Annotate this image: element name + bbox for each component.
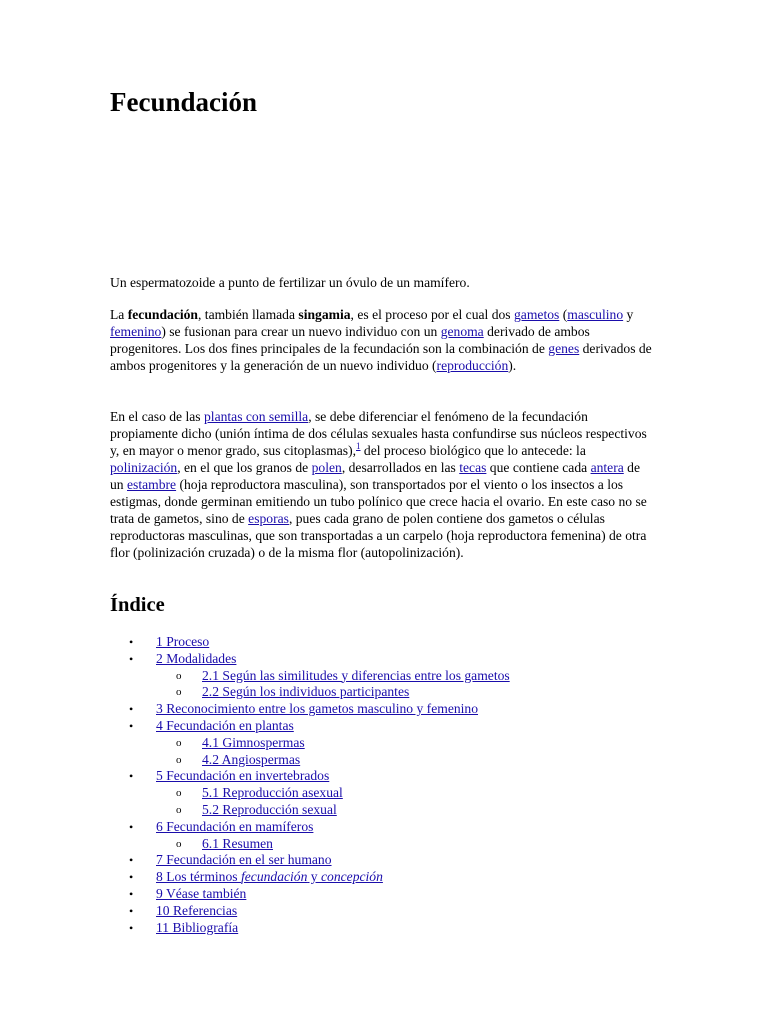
text-run: La: [110, 307, 128, 322]
toc-subitem: [110, 752, 510, 769]
italic-term: fecundación: [240, 869, 308, 885]
intro-paragraph: [110, 306, 655, 374]
link-masculino[interactable]: masculino: [567, 307, 624, 322]
toc-link-gimnospermas[interactable]: 4.1 Gimnospermas: [202, 734, 305, 750]
text-run: (hoja reproductora masculina), son transportados por el viento o los insectos a los estigmas, donde germinan emitiendo un tubo polínico que crece hacia el ovario. En este caso no se trata de gametos, sino de: [110, 477, 647, 526]
text-run: ) se fusionan para crear un nuevo individuo con un: [161, 324, 441, 339]
toc-heading: Índice: [110, 594, 165, 616]
link-estambre[interactable]: estambre: [127, 477, 177, 492]
text-run: 8 Los términos: [156, 869, 241, 885]
link-antera[interactable]: antera: [590, 460, 624, 475]
text-run: del proceso biológico que lo antecede: la: [360, 443, 586, 458]
toc-subitem: [110, 836, 510, 853]
link-gametos[interactable]: gametos: [514, 307, 560, 322]
link-plantas-con-semilla[interactable]: plantas con semilla: [204, 409, 309, 424]
toc-item: [110, 634, 510, 651]
toc-link-terminos[interactable]: [156, 869, 383, 884]
toc-item: [110, 869, 510, 886]
circle-bullet-icon: o: [176, 753, 182, 766]
toc-link-invertebrados[interactable]: 5 Fecundación en invertebrados: [156, 768, 330, 784]
toc-link-individuos[interactable]: 2.2 Según los individuos participantes: [202, 684, 410, 700]
text-run: , desarrollados en las: [341, 460, 460, 475]
link-reproduccion[interactable]: reproducción: [436, 358, 509, 373]
bullet-icon: •: [129, 870, 134, 885]
text-run: , es el proceso por el cual dos: [350, 307, 514, 322]
text-run: que contiene cada: [486, 460, 591, 475]
bullet-icon: •: [129, 702, 134, 717]
text-run: En el caso de las: [110, 409, 204, 424]
link-genes[interactable]: genes: [548, 341, 580, 356]
toc-subitem: [110, 684, 510, 701]
toc-item: [110, 852, 510, 869]
text-run: ).: [508, 358, 517, 373]
toc-link-plantas[interactable]: 4 Fecundación en plantas: [156, 717, 294, 733]
toc-item: [110, 886, 510, 903]
italic-term: concepción: [321, 869, 383, 885]
bullet-icon: •: [129, 886, 134, 901]
circle-bullet-icon: o: [176, 803, 182, 816]
toc-item: [110, 903, 510, 920]
toc-link-ser-humano[interactable]: 7 Fecundación en el ser humano: [156, 852, 332, 868]
text-run: y: [623, 307, 634, 322]
link-polinizacion[interactable]: polinización: [110, 460, 178, 475]
toc-link-vease-tambien[interactable]: 9 Véase también: [156, 885, 247, 901]
toc-link-modalidades[interactable]: 2 Modalidades: [156, 650, 237, 666]
reference-link-1[interactable]: 1: [356, 441, 361, 451]
text-run: (: [559, 307, 568, 322]
toc-subitem: [110, 735, 510, 752]
toc-item: [110, 651, 510, 668]
circle-bullet-icon: o: [176, 669, 182, 682]
text-run: , también llamada: [198, 307, 299, 322]
bullet-icon: •: [129, 920, 134, 935]
toc-link-resumen[interactable]: 6.1 Resumen: [202, 835, 273, 851]
circle-bullet-icon: o: [176, 787, 182, 800]
bullet-icon: •: [129, 651, 134, 666]
toc-link-reproduccion-asexual[interactable]: 5.1 Reproducción asexual: [202, 785, 343, 801]
text-run: derivados de ambos progenitores y la generación de un nuevo individuo (: [110, 341, 652, 373]
bullet-icon: •: [129, 819, 134, 834]
toc-link-reconocimiento[interactable]: 3 Reconocimiento entre los gametos masculino y femenino: [156, 701, 479, 717]
toc-link-angiospermas[interactable]: 4.2 Angiospermas: [202, 751, 301, 767]
toc-item: [110, 920, 510, 937]
toc-item: [110, 701, 510, 718]
toc-link-referencias[interactable]: 10 Referencias: [156, 902, 238, 918]
link-esporas[interactable]: esporas: [248, 511, 289, 526]
link-femenino[interactable]: femenino: [110, 324, 162, 339]
plants-paragraph: [110, 408, 655, 561]
toc-subitem: [110, 802, 510, 819]
text-run: de un: [110, 460, 640, 492]
toc-link-similitudes[interactable]: 2.1 Según las similitudes y diferencias entre los gametos: [202, 667, 510, 683]
circle-bullet-icon: o: [176, 837, 182, 850]
text-run: , se debe diferenciar el fenómeno de la fecundación propiamente dicho (unión íntima de dos células sexuales hasta confundirse sus núcleos respectivos y, en mayor o menor grado, sus citoplasmas),: [110, 409, 647, 458]
bullet-icon: •: [129, 769, 134, 784]
circle-bullet-icon: o: [176, 736, 182, 749]
text-run: derivado de ambos progenitores. Los dos fines principales de la fecundación son la combinación de: [110, 324, 590, 356]
table-of-contents: [110, 634, 510, 936]
text-run: y: [307, 869, 321, 885]
bullet-icon: •: [129, 853, 134, 868]
circle-bullet-icon: o: [176, 686, 182, 699]
image-caption: Un espermatozoide a punto de fertilizar un óvulo de un mamífero.: [110, 275, 470, 290]
link-polen[interactable]: polen: [311, 460, 342, 475]
link-tecas[interactable]: tecas: [459, 460, 487, 475]
toc-link-bibliografia[interactable]: 11 Bibliografía: [156, 919, 239, 935]
toc-subitem: [110, 668, 510, 685]
toc-item: [110, 718, 510, 735]
toc-link-reproduccion-sexual[interactable]: 5.2 Reproducción sexual: [202, 801, 337, 817]
bold-term-fecundacion: fecundación: [127, 307, 198, 322]
link-genoma[interactable]: genoma: [440, 324, 484, 339]
toc-item: [110, 819, 510, 836]
bold-term-singamia: singamia: [298, 307, 351, 322]
toc-link-proceso[interactable]: 1 Proceso: [156, 634, 210, 649]
toc-item: [110, 768, 510, 785]
text-run: , pues cada grano de polen contiene dos gametos o células reproductoras masculinas, que son transportadas a un carpelo (hoja reproductora femenina) de otra flor (polinización cruzada) o de la misma flor (autopolinización).: [110, 511, 647, 560]
toc-link-mamiferos[interactable]: 6 Fecundación en mamíferos: [156, 818, 314, 834]
text-run: , en el que los granos de: [177, 460, 312, 475]
bullet-icon: •: [129, 635, 134, 649]
page-title: Fecundación: [110, 87, 258, 117]
toc-subitem: [110, 785, 510, 802]
bullet-icon: •: [129, 718, 134, 733]
bullet-icon: •: [129, 903, 134, 918]
